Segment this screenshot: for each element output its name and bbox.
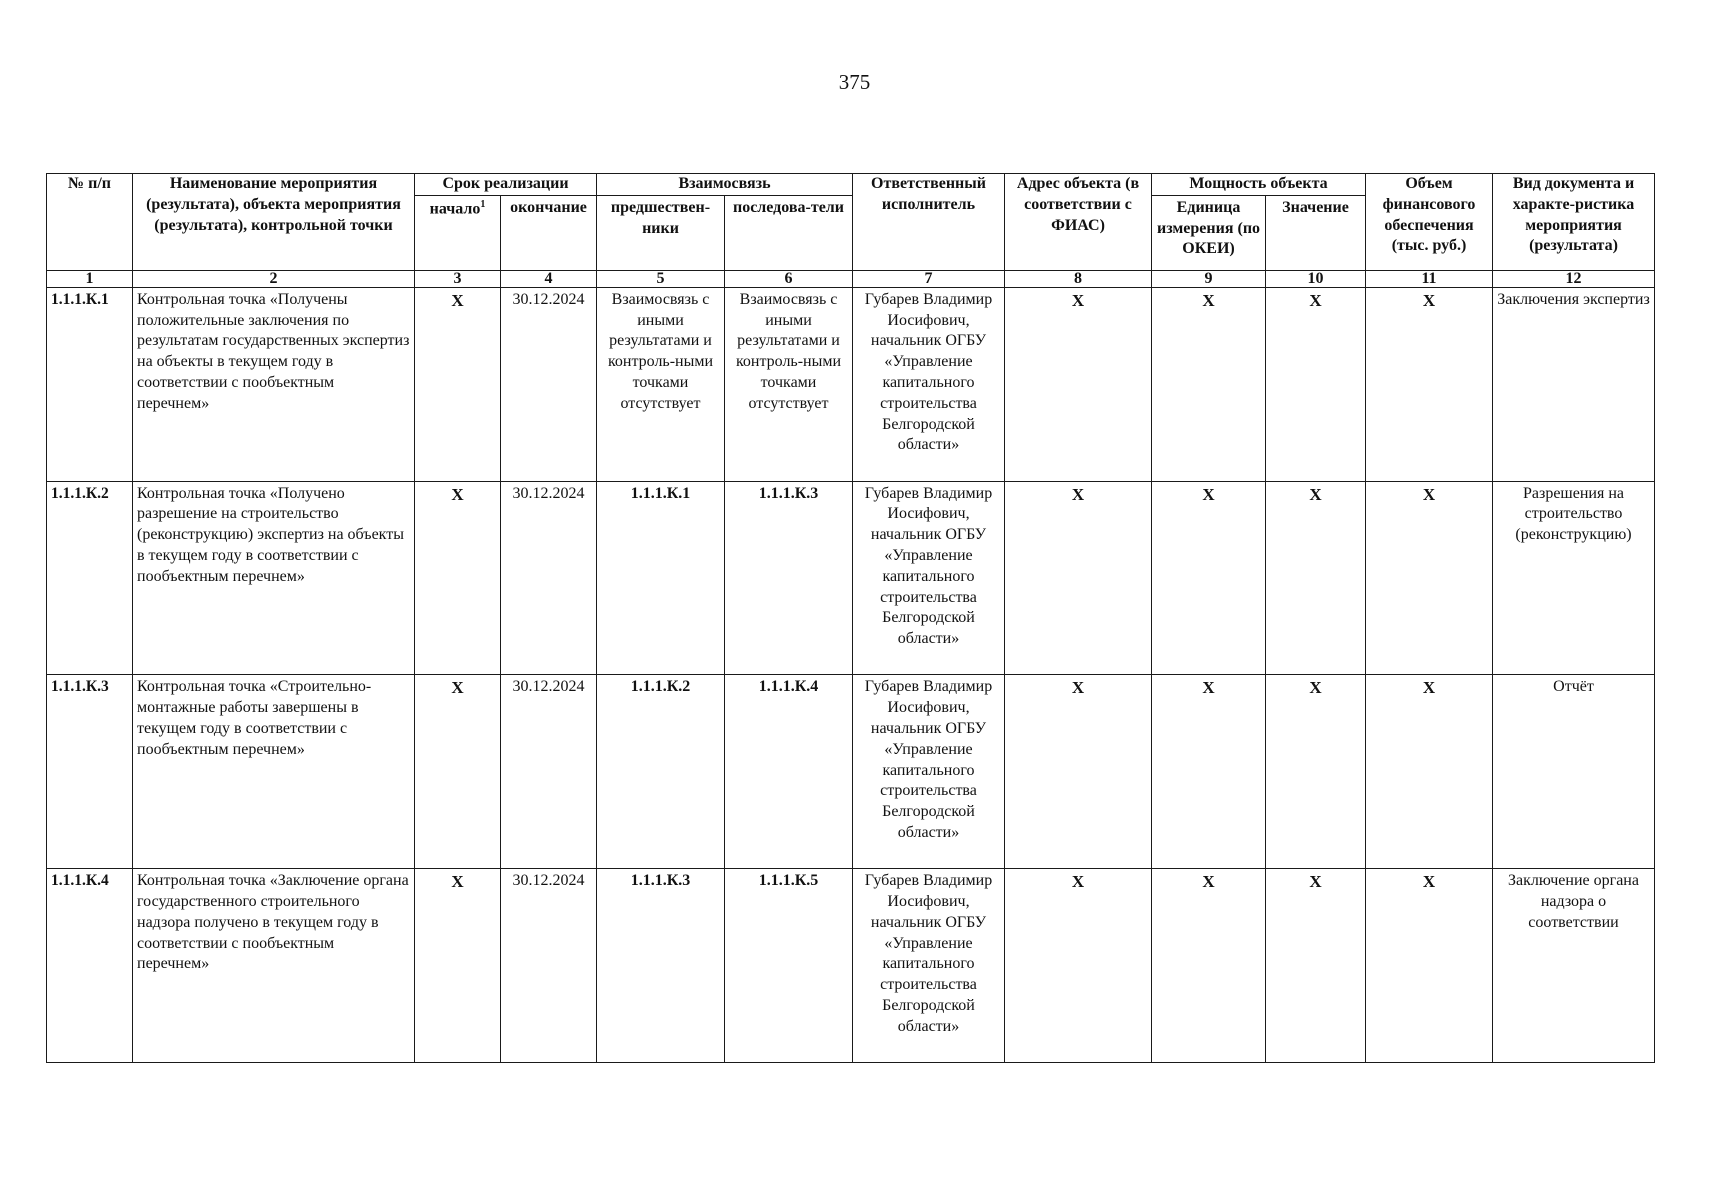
header-responsible: Ответственный исполнитель xyxy=(853,174,1005,271)
successors: 1.1.1.К.3 xyxy=(725,481,853,675)
event-name: Контрольная точка «Заключение органа государственного строительного надзора получено в текущем году в соответствии с пообъектным перечнем» xyxy=(133,869,415,1063)
successors: 1.1.1.К.4 xyxy=(725,675,853,869)
column-number: 5 xyxy=(597,270,725,287)
header-successors: последова-тели xyxy=(725,195,853,270)
row-number: 1.1.1.К.1 xyxy=(47,287,133,481)
header-document-type: Вид документа и характе-ристика мероприятия (результата) xyxy=(1493,174,1655,271)
plan-table xyxy=(46,173,1655,1063)
table-row xyxy=(47,481,1655,675)
header-event-name: Наименование мероприятия (результата), объекта мероприятия (результата), контрольной точки xyxy=(133,174,415,271)
value: X xyxy=(1266,481,1366,675)
successors: 1.1.1.К.5 xyxy=(725,869,853,1063)
column-number: 1 xyxy=(47,270,133,287)
header-object-capacity: Мощность объекта xyxy=(1152,174,1366,196)
column-number: 7 xyxy=(853,270,1005,287)
object-address: X xyxy=(1005,675,1152,869)
header-implementation-period: Срок реализации xyxy=(415,174,597,196)
document-type: Отчёт xyxy=(1493,675,1655,869)
header-interrelation: Взаимосвязь xyxy=(597,174,853,196)
column-number: 11 xyxy=(1366,270,1493,287)
column-number: 9 xyxy=(1152,270,1266,287)
header-object-address: Адрес объекта (в соответствии с ФИАС) xyxy=(1005,174,1152,271)
column-number: 3 xyxy=(415,270,501,287)
header-value: Значение xyxy=(1266,195,1366,270)
table-row xyxy=(47,675,1655,869)
predecessors: Взаимосвязь с иными результатами и контроль-ными точками отсутствует xyxy=(597,287,725,481)
header-funding: Объем финансового обеспечения (тыс. руб.) xyxy=(1366,174,1493,271)
unit: X xyxy=(1152,287,1266,481)
row-number: 1.1.1.К.2 xyxy=(47,481,133,675)
object-address: X xyxy=(1005,481,1152,675)
header-start xyxy=(415,195,501,270)
end-date: 30.12.2024 xyxy=(501,481,597,675)
end-date: 30.12.2024 xyxy=(501,869,597,1063)
table-row xyxy=(47,869,1655,1063)
document-type: Заключения экспертиз xyxy=(1493,287,1655,481)
value: X xyxy=(1266,675,1366,869)
funding: X xyxy=(1366,481,1493,675)
start-date: X xyxy=(415,287,501,481)
funding: X xyxy=(1366,869,1493,1063)
funding: X xyxy=(1366,675,1493,869)
start-date: X xyxy=(415,675,501,869)
value: X xyxy=(1266,869,1366,1063)
footnote-marker: 1 xyxy=(480,198,486,210)
responsible: Губарев Владимир Иосифович, начальник ОГБУ «Управление капитального строительства Белгородской области» xyxy=(853,869,1005,1063)
column-number: 6 xyxy=(725,270,853,287)
header-end: окончание xyxy=(501,195,597,270)
event-name: Контрольная точка «Строительно-монтажные работы завершены в текущем году в соответствии с пообъектным перечнем» xyxy=(133,675,415,869)
successors: Взаимосвязь с иными результатами и контроль-ными точками отсутствует xyxy=(725,287,853,481)
row-number: 1.1.1.К.3 xyxy=(47,675,133,869)
header-row-number: № п/п xyxy=(47,174,133,271)
event-name: Контрольная точка «Получены положительные заключения по результатам государственных экспертиз на объекты в текущем году в соответствии с пообъектным перечнем» xyxy=(133,287,415,481)
end-date: 30.12.2024 xyxy=(501,287,597,481)
object-address: X xyxy=(1005,287,1152,481)
start-date: X xyxy=(415,869,501,1063)
start-date: X xyxy=(415,481,501,675)
document-type: Заключение органа надзора о соответствии xyxy=(1493,869,1655,1063)
event-name: Контрольная точка «Получено разрешение на строительство (реконструкцию) экспертиз на объекты в текущем году в соответствии с пообъектным перечнем» xyxy=(133,481,415,675)
column-number: 12 xyxy=(1493,270,1655,287)
unit: X xyxy=(1152,481,1266,675)
object-address: X xyxy=(1005,869,1152,1063)
predecessors: 1.1.1.К.1 xyxy=(597,481,725,675)
row-number: 1.1.1.К.4 xyxy=(47,869,133,1063)
unit: X xyxy=(1152,869,1266,1063)
unit: X xyxy=(1152,675,1266,869)
header-unit: Единица измерения (по ОКЕИ) xyxy=(1152,195,1266,270)
page-number: 375 xyxy=(838,70,871,94)
header-start-label: начало xyxy=(429,200,481,218)
document-type: Разрешения на строительство (реконструкцию) xyxy=(1493,481,1655,675)
header-predecessors: предшествен-ники xyxy=(597,195,725,270)
funding: X xyxy=(1366,287,1493,481)
end-date: 30.12.2024 xyxy=(501,675,597,869)
column-number: 2 xyxy=(133,270,415,287)
column-number: 10 xyxy=(1266,270,1366,287)
predecessors: 1.1.1.К.2 xyxy=(597,675,725,869)
predecessors: 1.1.1.К.3 xyxy=(597,869,725,1063)
value: X xyxy=(1266,287,1366,481)
column-number: 8 xyxy=(1005,270,1152,287)
responsible: Губарев Владимир Иосифович, начальник ОГБУ «Управление капитального строительства Белгородской области» xyxy=(853,481,1005,675)
table-row xyxy=(47,287,1655,481)
column-number: 4 xyxy=(501,270,597,287)
responsible: Губарев Владимир Иосифович, начальник ОГБУ «Управление капитального строительства Белгородской области» xyxy=(853,675,1005,869)
responsible: Губарев Владимир Иосифович, начальник ОГБУ «Управление капитального строительства Белгородской области» xyxy=(853,287,1005,481)
